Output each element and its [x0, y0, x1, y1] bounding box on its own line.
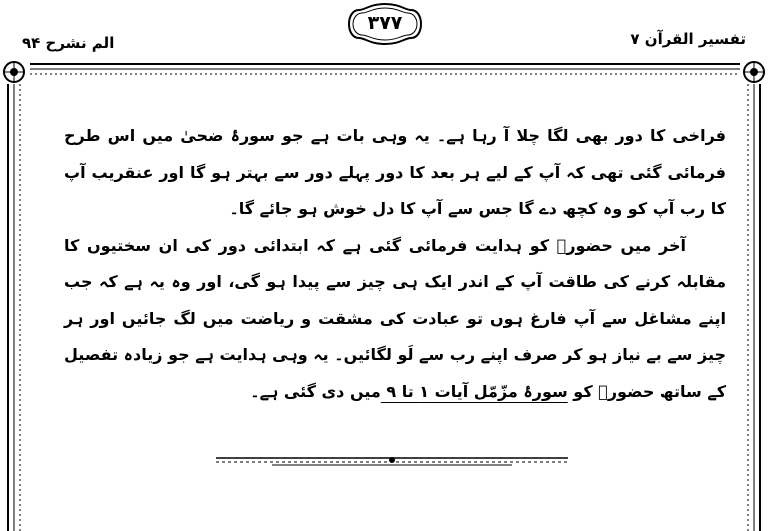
corner-ornament-left-icon [4, 62, 24, 82]
surah-reference: سورۂ مزّمّل آیات ۱ تا ۹ [380, 381, 568, 401]
text-line: و ریاضت میں لگ جائیں اور ہر چیز سے بے نیاز ہو کر صرف اپنے رب سے لَو لگائیں۔ یہ وہی ہدایت [64, 308, 727, 364]
text-line: آخر میں حضورؐ کو ہدایت فرمائی گئی ہے کہ ابتدائی دور کی ان سختیوں کا مقابلہ کرنے کی طاقت آپ کے [64, 235, 727, 291]
text-line: ہے جو زیادہ تفصیل کے ساتھ حضورؐ کو [64, 345, 726, 401]
page-body [64, 118, 726, 410]
paragraph-2 [64, 228, 726, 411]
book-title: تفسیر القرآن ۷ [630, 30, 746, 48]
text-line: بعد کا دور پہلے دور سے بہتر ہو گا اور عنقریب آپ کا رب آپ کو وہ کچھ دے گا جس سے آپ کا دل خوش [64, 162, 726, 218]
paragraph-1 [64, 118, 726, 228]
divider-ornament [212, 452, 572, 468]
text-line: اندر ایک ہی چیز سے پیدا ہو گی، اور وہ یہ ہے کہ جب اپنے مشاغل سے آپ فارغ ہوں تو عبادت کی مشقت [64, 272, 727, 328]
page-number: ۳۷۷ [367, 12, 403, 34]
text-line: فراخی کا دور بھی لگا چلا آ رہا ہے۔ یہ وہی بات ہے جو سورۂ ضحیٰ میں اس طرح فرمائی گئی تھی کہ آپ کے لیے ہر [64, 126, 727, 182]
corner-ornament-right-icon [744, 62, 764, 82]
text-line: ہو جائے گا۔ [229, 199, 318, 218]
section-reference: الم نشرح ۹۴ [22, 34, 115, 52]
closing-text: میں دی گئی ہے۔ [250, 381, 381, 401]
